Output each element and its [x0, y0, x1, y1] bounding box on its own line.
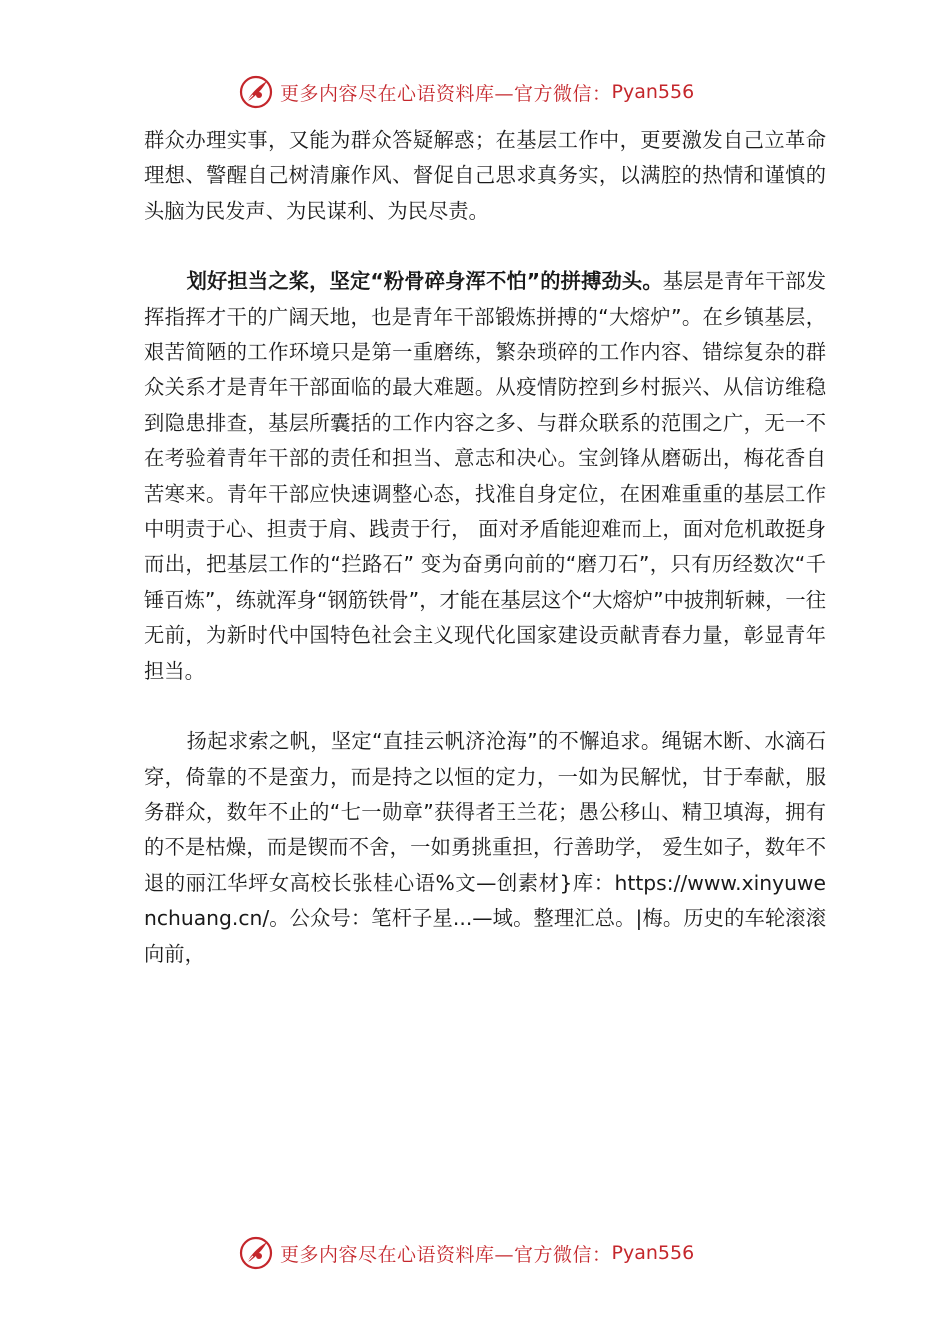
paragraph-text: 群众办理实事，又能为群众答疑解惑；在基层工作中，更要激发自己立革命理想、警醒自己树清廉作风、督促自己思求真务实，以满腔的热情和谨慎的头脑为民发声、为民谋利、为民尽责。	[144, 128, 826, 223]
banner-text: 更多内容尽在心语资料库—官方微信：	[280, 82, 612, 105]
banner-wechat-id: Pyan556	[611, 1242, 695, 1264]
paragraph-text: 扬起求索之帆，坚定“直挂云帆济沧海”的不懈追求。绳锯木断、水滴石穿，倚靠的不是蛮力，而是持之以恒的定力，一如为民解忧，甘于奉献，服务群众，数年不止的“七一勋章”获得者王兰花；愚公移山、精卫填海，拥有的不是枯燥，而是锲而不舍，一如勇挑重担，行善助学， 爱生如子，数年不退的丽江华坪女高校长张桂心语%文—创素材}库：https://www.xinyuwenchuang.cn/。公众号：笔杆子星...—域。整理汇总。|梅。历史的车轮滚滚向前，	[144, 729, 826, 966]
document-body	[144, 123, 826, 972]
header-banner	[238, 72, 694, 112]
quill-pen-logo-icon	[238, 1235, 274, 1271]
paragraph-text: 基层是青年干部发挥指挥才干的广阔天地，也是青年干部锻炼拼搏的“大熔炉”。在乡镇基层，艰苦简陋的工作环境只是第一重磨练，繁杂琐碎的工作内容、错综复杂的群众关系才是青年干部面临的最大难题。从疫情防控到乡村振兴、从信访维稳到隐患排查，基层所囊括的工作内容之多、与群众联系的范围之广，无一不在考验着青年干部的责任和担当、意志和决心。宝剑锋从磨砺出，梅花香自苦寒来。青年干部应快速调整心态，找准自身定位，在困难重重的基层工作中明责于心、担责于肩、践责于行， 面对矛盾能迎难而上，面对危机敢挺身而出，把基层工作的“拦路石” 变为奋勇向前的“磨刀石”，只有历经数次“千锤百炼”，练就浑身“钢筋铁骨”，才能在基层这个“大熔炉”中披荆斩棘，一往无前，为新时代中国特色社会主义现代化国家建设贡献青春力量，彰显青年担当。	[144, 269, 826, 683]
paragraph-2	[144, 264, 826, 689]
footer-banner	[238, 1233, 694, 1273]
banner-text: 更多内容尽在心语资料库—官方微信：	[280, 1243, 612, 1266]
banner-wechat-id: Pyan556	[611, 81, 695, 103]
quill-pen-logo-icon	[238, 74, 274, 110]
paragraph-lead: 划好担当之桨，坚定“粉骨碎身浑不怕”的拼搏劲头。	[186, 269, 663, 294]
paragraph-1	[144, 123, 826, 229]
paragraph-3	[144, 724, 826, 972]
